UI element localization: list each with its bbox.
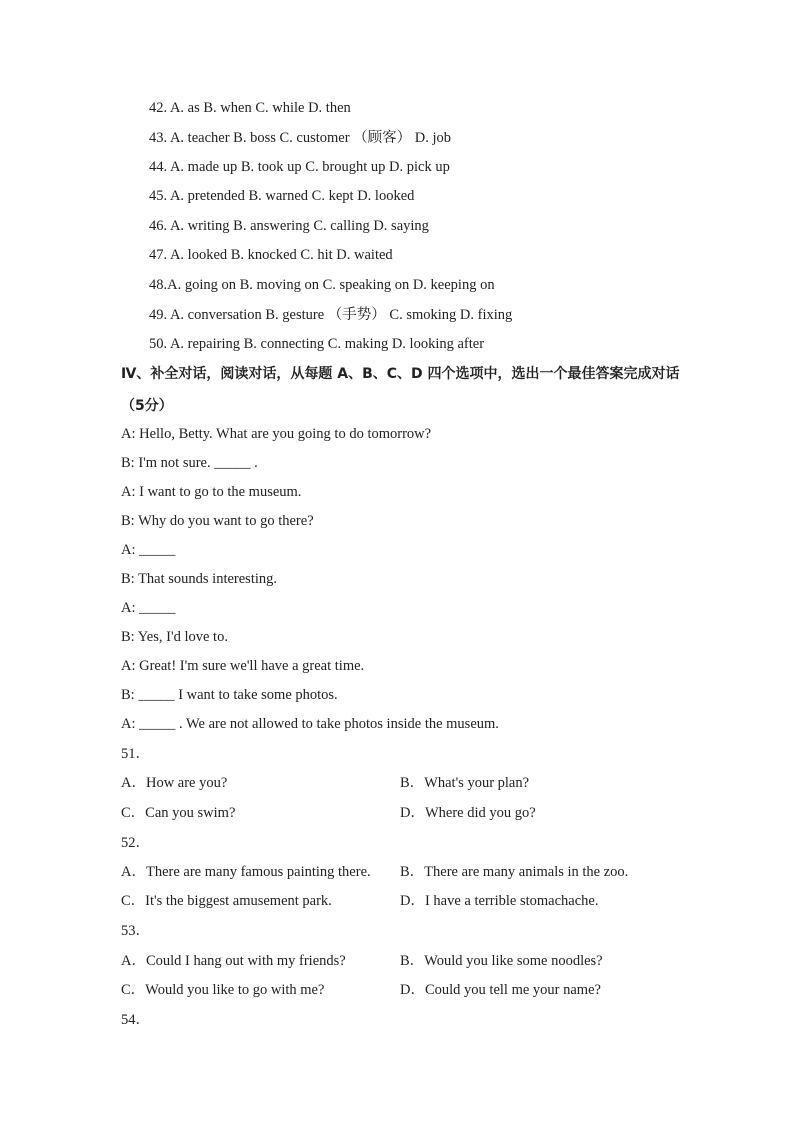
question-number-54: 54． bbox=[121, 1012, 150, 1028]
choice-51-b: B．What's your plan? bbox=[400, 775, 530, 791]
question-number-53: 53． bbox=[121, 923, 150, 939]
section-score: （5分） bbox=[121, 398, 173, 414]
dialogue-line: B: That sounds interesting. bbox=[121, 571, 278, 587]
dialogue-line: A: I want to go to the museum. bbox=[121, 484, 302, 500]
choice-53-a: A．Could I hang out with my friends? bbox=[121, 953, 346, 969]
cloze-option-50: 50. A. repairing B. connecting C. making D. looking after bbox=[149, 336, 485, 352]
dialogue-line: B: Why do you want to go there? bbox=[121, 513, 314, 529]
choice-53-d: D．Could you tell me your name? bbox=[400, 982, 601, 998]
cloze-option-47: 47. A. looked B. knocked C. hit D. waited bbox=[149, 247, 393, 263]
choice-52-a: A．There are many famous painting there. bbox=[121, 864, 371, 880]
dialogue-line: B: _____ I want to take some photos. bbox=[121, 687, 338, 703]
choice-52-d: D．I have a terrible stomachache. bbox=[400, 893, 599, 909]
choice-51-c: C．Can you swim? bbox=[121, 805, 236, 821]
question-number-51: 51． bbox=[121, 746, 150, 762]
cloze-option-43: 43. A. teacher B. boss C. customer （顾客） D. job bbox=[149, 130, 452, 146]
choice-53-b: B．Would you like some noodles? bbox=[400, 953, 603, 969]
cloze-option-46: 46. A. writing B. answering C. calling D. saying bbox=[149, 218, 429, 234]
cloze-option-48: 48.A. going on B. moving on C. speaking on D. keeping on bbox=[149, 277, 495, 293]
dialogue-line: A: Hello, Betty. What are you going to do tomorrow? bbox=[121, 426, 432, 442]
section-heading: Ⅳ、补全对话，阅读对话，从每题 A、B、C、D 四个选项中，选出一个最佳答案完成对话 bbox=[121, 366, 680, 382]
choice-52-b: B．There are many animals in the zoo. bbox=[400, 864, 629, 880]
dialogue-line: B: Yes, I'd love to. bbox=[121, 629, 228, 645]
choice-52-c: C．It's the biggest amusement park. bbox=[121, 893, 332, 909]
cloze-option-45: 45. A. pretended B. warned C. kept D. looked bbox=[149, 188, 415, 204]
cloze-option-49: 49. A. conversation B. gesture （手势） C. smoking D. fixing bbox=[149, 307, 513, 323]
choice-53-c: C．Would you like to go with me? bbox=[121, 982, 325, 998]
dialogue-line: A: Great! I'm sure we'll have a great time. bbox=[121, 658, 365, 674]
question-number-52: 52． bbox=[121, 835, 150, 851]
dialogue-line: A: _____ bbox=[121, 542, 176, 558]
cloze-option-42: 42. A. as B. when C. while D. then bbox=[149, 100, 351, 116]
dialogue-line: B: I'm not sure. _____ . bbox=[121, 455, 258, 471]
dialogue-line: A: _____ bbox=[121, 600, 176, 616]
dialogue-line: A: _____ . We are not allowed to take photos inside the museum. bbox=[121, 716, 499, 732]
choice-51-d: D．Where did you go? bbox=[400, 805, 536, 821]
cloze-option-44: 44. A. made up B. took up C. brought up D. pick up bbox=[149, 159, 450, 175]
choice-51-a: A．How are you? bbox=[121, 775, 228, 791]
